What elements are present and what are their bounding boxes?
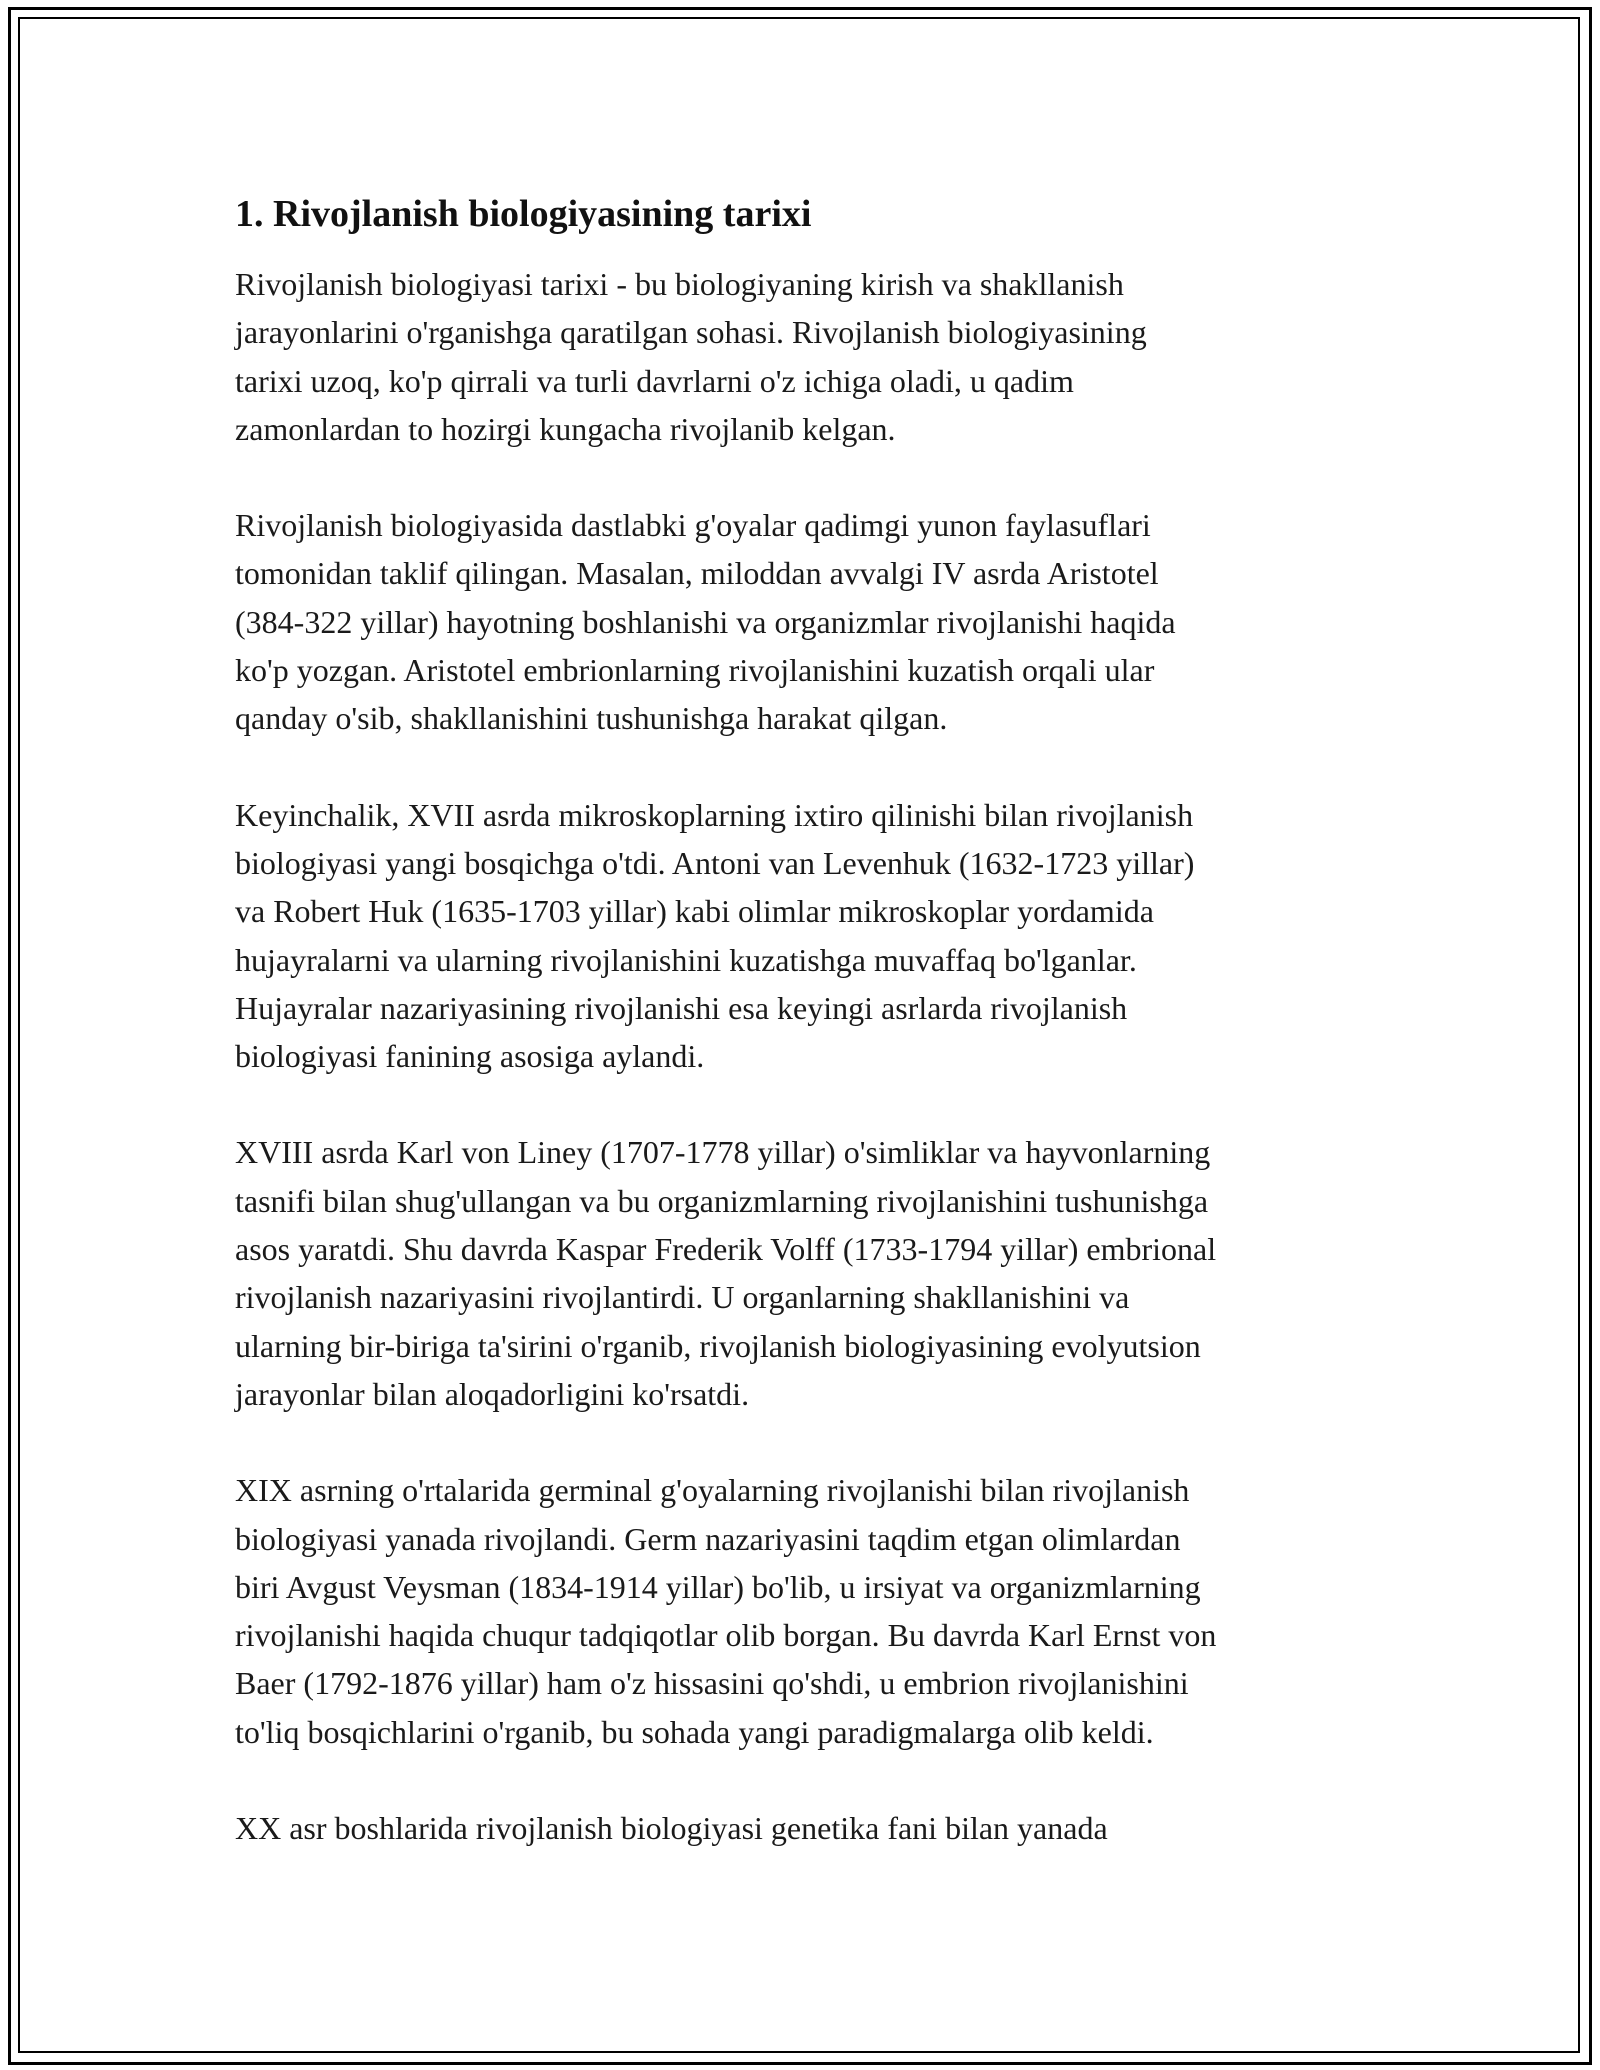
- text-line: Hujayralar nazariyasining rivojlanishi esa keyingi asrlarda rivojlanish: [235, 989, 1128, 1026]
- paragraph-xix-century: [235, 1466, 1395, 1756]
- text-line: XX asr boshlarida rivojlanish biologiyasi genetika fani bilan yanada: [235, 1810, 1108, 1847]
- text-line: tarixi uzoq, ko'p qirrali va turli davrlarni o'z ichiga oladi, u qadim: [235, 362, 1074, 399]
- text-line: jarayonlarini o'rganishga qaratilgan sohasi. Rivojlanish biologiyasining: [235, 314, 1147, 351]
- paragraph-xvii-century: [235, 791, 1395, 1081]
- text-line: to'liq bosqichlarini o'rganib, bu sohada yangi paradigmalarga olib keldi.: [235, 1713, 1154, 1750]
- text-line: Keyinchalik, XVII asrda mikroskoplarning ixtiro qilinishi bilan rivojlanish: [235, 796, 1194, 833]
- document-page: [235, 190, 1395, 1900]
- paragraph-xviii-century: [235, 1128, 1395, 1418]
- paragraph-intro: [235, 260, 1395, 453]
- paragraph-ancient-greek: [235, 501, 1395, 742]
- text-line: va Robert Huk (1635-1703 yillar) kabi olimlar mikroskoplar yordamida: [235, 893, 1154, 930]
- text-line: tasnifi bilan shug'ullangan va bu organizmlarning rivojlanishini tushunishga: [235, 1182, 1209, 1219]
- text-line: XVIII asrda Karl von Liney (1707-1778 yillar) o'simliklar va hayvonlarning: [235, 1134, 1211, 1171]
- text-line: Rivojlanish biologiyasida dastlabki g'oyalar qadimgi yunon faylasuflari: [235, 507, 1151, 544]
- text-line: ko'p yozgan. Aristotel embrionlarning rivojlanishini kuzatish orqali ular: [235, 652, 1155, 689]
- text-line: jarayonlar bilan aloqadorligini ko'rsatdi.: [235, 1375, 750, 1412]
- text-line: Rivojlanish biologiyasi tarixi - bu biologiyaning kirish va shakllanish: [235, 266, 1124, 302]
- text-line: (384-322 yillar) hayotning boshlanishi va organizmlar rivojlanishi haqida: [235, 603, 1176, 640]
- paragraph-xx-century: [235, 1804, 1395, 1852]
- text-line: biologiyasi yanada rivojlandi. Germ nazariyasini taqdim etgan olimlardan: [235, 1520, 1181, 1557]
- text-line: XIX asrning o'rtalarida germinal g'oyalarning rivojlanishi bilan rivojlanish: [235, 1472, 1190, 1509]
- text-line: biologiyasi yangi bosqichga o'tdi. Antoni van Levenhuk (1632-1723 yillar): [235, 844, 1195, 881]
- text-line: ularning bir-biriga ta'sirini o'rganib, rivojlanish biologiyasining evolyutsion: [235, 1327, 1201, 1364]
- section-heading: 1. Rivojlanish biologiyasining tarixi: [235, 193, 812, 235]
- text-line: zamonlardan to hozirgi kungacha rivojlanib kelgan.: [235, 410, 896, 447]
- text-line: tomonidan taklif qilingan. Masalan, miloddan avvalgi IV asrda Aristotel: [235, 555, 1159, 592]
- text-line: qanday o'sib, shakllanishini tushunishga harakat qilgan.: [235, 700, 948, 737]
- text-line: biri Avgust Veysman (1834-1914 yillar) bo'lib, u irsiyat va organizmlarning: [235, 1568, 1201, 1605]
- text-line: biologiyasi fanining asosiga aylandi.: [235, 1038, 705, 1075]
- text-line: rivojlanish nazariyasini rivojlantirdi. U organlarning shakllanishini va: [235, 1279, 1130, 1316]
- text-line: rivojlanishi haqida chuqur tadqiqotlar olib borgan. Bu davrda Karl Ernst von: [235, 1617, 1217, 1654]
- text-line: asos yaratdi. Shu davrda Kaspar Frederik Volff (1733-1794 yillar) embrional: [235, 1231, 1217, 1268]
- text-line: Baer (1792-1876 yillar) ham o'z hissasini qo'shdi, u embrion rivojlanishini: [235, 1665, 1189, 1702]
- text-line: hujayralarni va ularning rivojlanishini kuzatishga muvaffaq bo'lganlar.: [235, 941, 1137, 978]
